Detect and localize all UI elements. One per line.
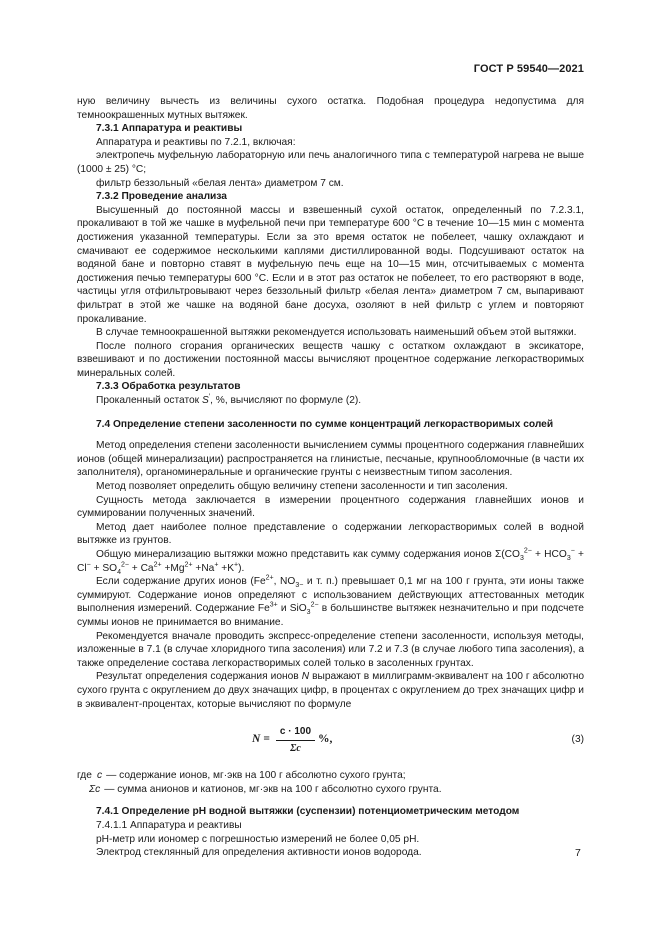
page-number: 7 [575, 847, 581, 859]
legend-row: где c — содержание ионов, мг·экв на 100 г абсолютно сухого грунта; [77, 770, 406, 782]
paragraph: После полного сгорания органических веществ чашку с остатком охлаждают в эксикаторе, взвешивают и по достижении постоянной массы вычисляют процентное содержание легкорастворимых минеральных солей. [77, 340, 584, 379]
legend-row: Σc — сумма анионов и катионов, мг·экв на 100 г абсолютно сухого грунта. [89, 783, 442, 795]
formula-denominator: Σc [290, 742, 301, 754]
paragraph: Сущность метода заключается в измерении процентного содержания главнейших ионов и суммировании полученных значений. [77, 494, 584, 520]
paragraph: В случае темноокрашенной вытяжки рекомендуется использовать наименьший объем этой вытяжки. [96, 327, 577, 339]
paragraph-ion-sum: Общую минерализацию вытяжки можно представить как сумму содержания ионов $\Sigma(CO_3^{2-} + HCO_3^- + Cl^- + SO_4^{2-} + Ca^{2+} +Mg^{2+} +Na^+ +K^+)$. [77, 547, 584, 576]
heading-7-4-1: 7.4.1 Определение рН водной вытяжки (суспензии) потенциометрическим методом [96, 806, 520, 818]
paragraph: Метод дает наиболее полное представление о содержании легкорастворимых солей в водной вытяжке из грунтов. [77, 521, 584, 547]
heading-7-4: 7.4 Определение степени засоленности по сумме концентраций легкорастворимых солей [96, 418, 554, 430]
heading-7-3-2: 7.3.2 Проведение анализа [96, 191, 227, 203]
formula-number: (3) [571, 734, 584, 746]
paragraph-other-ions: Если содержание других ионов ($Fe^{2+}$, $NO_{3-}$ и т. п.) превышает 0,1 мг на 100 г грунта, эти ионы также суммируют. Содержание ионов определяют с использованием действующих аттестованных методик выполнения измерений. Содержание $Fe^{3+}$ и SiO$_3^{2-}$ в большинстве вытяжек незначительно и при подсчете суммы ионов не принимается во внимание. [77, 574, 584, 628]
paragraph: Высушенный до постоянной массы и взвешенный сухой остаток, определенный по 7.2.3.1, прокаливают в той же чашке в муфельной печи при температуре 600 °С в течение 10—15 мин с момента достижения указанной температуры. Если за это время остаток не побелеет, чашку охлаждают и смачивают ее содержимое несколькими каплями дистиллированной воды. Подсушивают остаток на водяной бане и повторно ставят в муфельную печь еще на 10—15 мин, отсчитываемых с момента достижения печью температуры 600 °С. Если и в этот раз остаток не побелеет, то его растворяют в воде, частицы угля отфильтровывают через беззольный фильтр «белая лента» диаметром 7 см, выпаривают фильтрат в этой же чашке на водяной бане досуха, озоляют в ней фильтр с углем и повторяют прокаливание. [77, 204, 584, 325]
formula-fraction [276, 725, 315, 755]
paragraph: Прокаленный остаток S′, %, вычисляют по формуле (2). [96, 393, 362, 407]
formula-legend [77, 769, 584, 796]
formula-lhs: N [252, 733, 261, 746]
formula-numerator: c · 100 [276, 725, 315, 741]
formula-expression [252, 725, 332, 755]
paragraph: Рекомендуется вначале проводить экспресс-определение степени засоленности, используя методы, изложенные в 7.1 (в случае хлоридного типа засоления) или 7.2 и 7.3 (в случае любого типа засоления), а также определение состава легкорастворимых солей только в засоленных грунтах. [77, 630, 584, 669]
formula-3 [77, 719, 584, 763]
paragraph: Аппаратура и реактивы по 7.2.1, включая: [96, 136, 296, 148]
formula-equals: = [263, 733, 270, 746]
paragraph: 7.4.1.1 Аппаратура и реактивы [96, 819, 242, 831]
paragraph: Электрод стеклянный для определения активности ионов водорода. [96, 847, 422, 859]
paragraph: электропечь муфельную лабораторную или печь аналогичного типа с температурой нагрева не выше (1000 ± 25) °С; [77, 150, 584, 175]
paragraph: фильтр беззольный «белая лента» диаметром 7 см. [96, 177, 344, 189]
paragraph: рН-метр или иономер с погрешностью измерений не более 0,05 рН. [96, 833, 420, 845]
paragraph: Метод позволяет определить общую величину степени засоленности и тип засоления. [96, 481, 508, 493]
heading-7-3-3: 7.3.3 Обработка результатов [96, 381, 241, 393]
heading-7-3-1: 7.3.1 Аппаратура и реактивы [96, 123, 243, 135]
document-body [77, 95, 584, 860]
formula-unit: %, [318, 733, 333, 746]
paragraph: Метод определения степени засоленности вычислением суммы процентного содержания главнейших ионов (общей минерализации) распространяется на глинистые, песчаные, крупнообломочные (в части их заполнителя), органоминеральные и органические грунты с неизвестным типом засоления. [77, 440, 584, 479]
paragraph: Результат определения содержания ионов N выражают в миллиграмм-эквивалент на 100 г абсолютно сухого грунта с округлением до двух значащих цифр, в процентах с округлением до трех значащих цифр и в эквивалент-процентах, которые вычисляют по формуле [77, 671, 584, 710]
standard-header: ГОСТ Р 59540—2021 [473, 63, 584, 75]
paragraph-intro: ную величину вычесть из величины сухого остатка. Подобная процедура недопустима для темноокрашенных мутных вытяжек. [77, 96, 584, 121]
